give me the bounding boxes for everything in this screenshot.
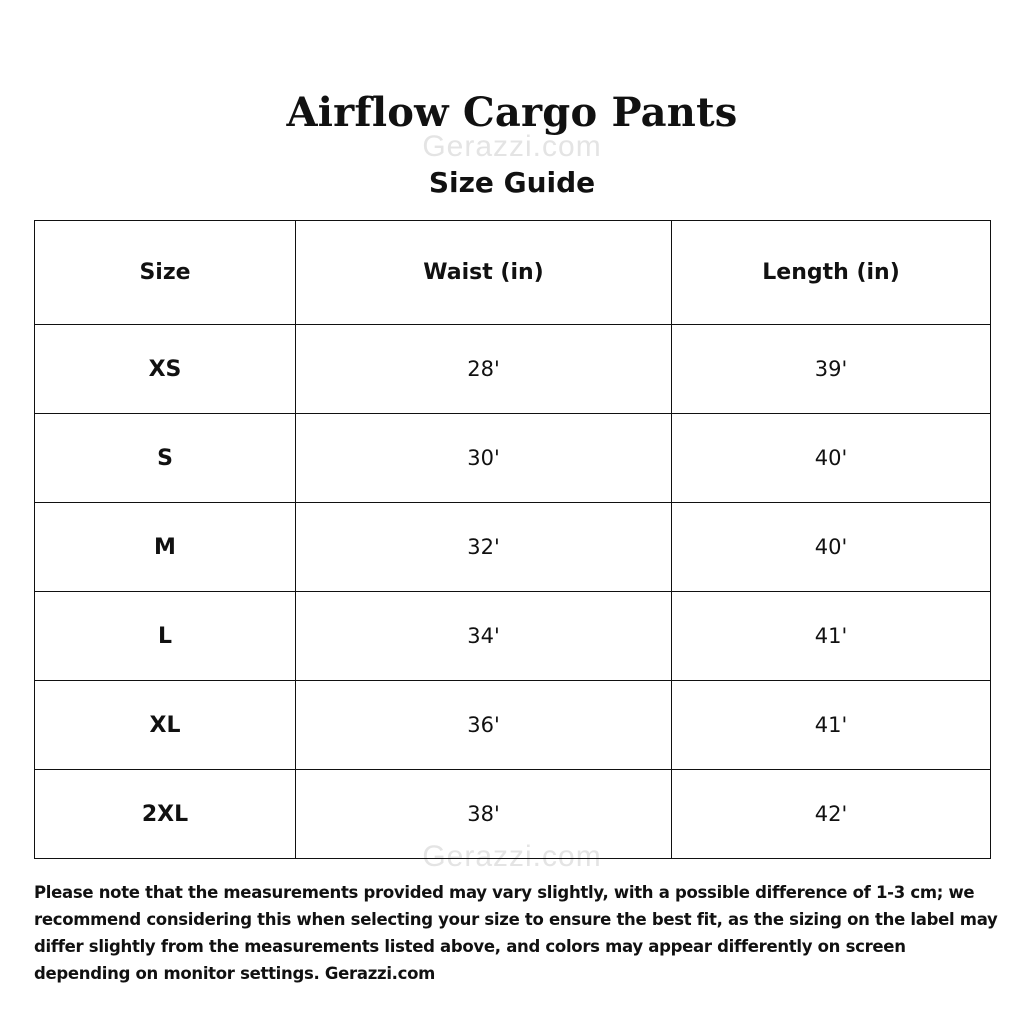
size-cell: XS bbox=[35, 325, 296, 414]
length-cell: 41' bbox=[672, 592, 991, 681]
size-cell: XL bbox=[35, 681, 296, 770]
page-title: Airflow Cargo Pants bbox=[286, 89, 738, 136]
table-row bbox=[35, 325, 991, 414]
column-header-length: Length (in) bbox=[672, 221, 991, 325]
table-row bbox=[35, 681, 991, 770]
waist-cell: 36' bbox=[296, 681, 672, 770]
waist-cell: 30' bbox=[296, 414, 672, 503]
table-header-row bbox=[35, 221, 991, 325]
page-subtitle: Size Guide bbox=[428, 166, 596, 199]
size-cell: S bbox=[35, 414, 296, 503]
waist-cell: 38' bbox=[296, 770, 672, 859]
table-row bbox=[35, 592, 991, 681]
size-guide-table bbox=[34, 220, 991, 859]
column-header-size: Size bbox=[35, 221, 296, 325]
waist-cell: 32' bbox=[296, 503, 672, 592]
length-cell: 40' bbox=[672, 503, 991, 592]
watermark: Gerazzi.com bbox=[422, 130, 602, 163]
watermark: Gerazzi.com bbox=[422, 840, 602, 873]
waist-cell: 28' bbox=[296, 325, 672, 414]
size-cell: 2XL bbox=[35, 770, 296, 859]
table-row bbox=[35, 503, 991, 592]
size-cell: L bbox=[35, 592, 296, 681]
length-cell: 42' bbox=[672, 770, 991, 859]
table-row bbox=[35, 770, 991, 859]
disclaimer-note: Please note that the measurements provided may vary slightly, with a possible difference of 1-3 cm; we recommend considering this when selecting your size to ensure the best fit, as the sizing on the label may differ slightly from the measurements listed above, and colors may appear differently on screen depending on monitor settings. Gerazzi.com bbox=[34, 883, 998, 983]
waist-cell: 34' bbox=[296, 592, 672, 681]
length-cell: 39' bbox=[672, 325, 991, 414]
size-cell: M bbox=[35, 503, 296, 592]
length-cell: 40' bbox=[672, 414, 991, 503]
column-header-waist: Waist (in) bbox=[296, 221, 672, 325]
length-cell: 41' bbox=[672, 681, 991, 770]
table-row bbox=[35, 414, 991, 503]
